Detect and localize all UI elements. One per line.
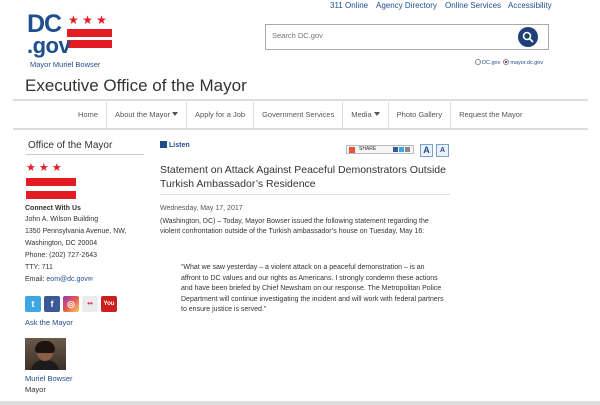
chevron-down-icon	[374, 112, 380, 116]
article-intro: (Washington, DC) – Today, Mayor Bowser issued the following statement regarding the violent confrontation outside of the Turkish ambassador’s house on Tuesday, May 16:	[160, 218, 429, 235]
connect-heading: Connect With Us	[25, 205, 81, 212]
logo-stars: ★ ★ ★	[68, 13, 107, 27]
share-plus-icon	[349, 147, 355, 153]
email-row	[25, 276, 93, 283]
mayor-photo[interactable]	[25, 338, 66, 370]
flag-bar-top	[26, 178, 76, 186]
article-date: Wednesday, May 17, 2017	[160, 205, 243, 212]
youtube-icon[interactable]: You	[101, 296, 117, 312]
logo-dc-text: DC	[27, 10, 62, 38]
facebook-icon[interactable]: f	[44, 296, 60, 312]
phone-number: Phone: (202) 727-2643	[25, 252, 97, 259]
radio-mayor[interactable]	[503, 59, 509, 65]
headline-divider	[160, 194, 450, 195]
speaker-icon	[160, 141, 167, 148]
main-nav	[70, 102, 530, 128]
instagram-icon[interactable]: ◎	[63, 296, 79, 312]
mayor-photo-name[interactable]: Muriel Bowser	[25, 374, 73, 383]
ask-the-mayor-link[interactable]: Ask the Mayor	[25, 318, 73, 327]
address-building: John A. Wilson Building	[25, 216, 99, 223]
address-street: 1350 Pennsylvania Avenue, NW,	[25, 228, 127, 235]
link-accessibility[interactable]: Accessibility	[508, 1, 552, 10]
search-button[interactable]	[518, 27, 538, 47]
nav-request-the-mayor[interactable]: Request the Mayor	[459, 110, 523, 119]
nav-media[interactable]: Media	[343, 102, 388, 128]
chevron-down-icon	[172, 112, 178, 116]
listen-button[interactable]: Listen	[160, 141, 190, 149]
nav-home[interactable]: Home	[70, 102, 107, 128]
logo-bar-top	[67, 29, 112, 37]
flag-bar-bottom	[26, 191, 76, 199]
logo-bar-bottom	[67, 40, 112, 48]
email-link[interactable]: eom@dc.gov	[46, 276, 88, 283]
title-divider	[13, 99, 588, 101]
search-box	[265, 24, 549, 50]
share-button[interactable]: SHARE	[346, 145, 414, 154]
search-icon	[522, 31, 534, 43]
search-scope	[475, 59, 543, 66]
mail-icon: ✉	[87, 277, 93, 283]
radio-mayor-label[interactable]: mayor.dc.gov	[510, 60, 544, 66]
text-size-increase-button[interactable]: A	[436, 144, 449, 157]
nav-divider	[13, 128, 588, 130]
address-city: Washington, DC 20004	[25, 240, 98, 247]
link-311-online[interactable]: 311 Online	[330, 1, 369, 10]
logo-gov-text: .gov	[27, 33, 71, 58]
page-bottom-bar	[0, 401, 600, 405]
tty-number: TTY: 711	[25, 264, 53, 271]
nav-apply-for-a-job[interactable]: Apply for a Job	[187, 102, 254, 128]
text-size-decrease-button[interactable]: A	[420, 144, 433, 157]
nav-photo-gallery[interactable]: Photo Gallery	[389, 102, 451, 128]
email-label: Email:	[25, 276, 45, 283]
search-input[interactable]	[272, 31, 502, 40]
nav-about-the-mayor[interactable]: About the Mayor	[107, 102, 187, 128]
radio-dcgov-label[interactable]: DC.gov	[482, 60, 501, 66]
page-title: Executive Office of the Mayor	[25, 76, 247, 95]
flag-stars: ★ ★ ★	[26, 162, 62, 174]
article-headline: Statement on Attack Against Peaceful Demonstrators Outside Turkish Ambassador’s Residence	[160, 164, 446, 190]
mayor-photo-caption: Mayor	[25, 385, 46, 394]
link-agency-directory[interactable]: Agency Directory	[376, 1, 437, 10]
article-quote: “What we saw yesterday – a violent attack on a peaceful demonstration – is an affront to DC values and our rights as Americans. I strongly condemn these actions and have been briefed by Chief Newsham on our response. The Metropolitan Police Department will continue investigating the incident and will work with federal partners to ensure justice is served.”	[181, 264, 444, 313]
flickr-icon[interactable]: ••	[82, 296, 98, 312]
mayor-name-link[interactable]: Mayor Muriel Bowser	[30, 60, 101, 69]
link-online-services[interactable]: Online Services	[445, 1, 502, 10]
sidebar-divider	[26, 154, 144, 155]
radio-dcgov[interactable]	[475, 59, 481, 65]
nav-government-services[interactable]: Government Services	[254, 102, 343, 128]
sidebar-title: Office of the Mayor	[28, 140, 113, 151]
share-service-icons	[392, 147, 410, 155]
twitter-icon[interactable]: t	[25, 296, 41, 312]
